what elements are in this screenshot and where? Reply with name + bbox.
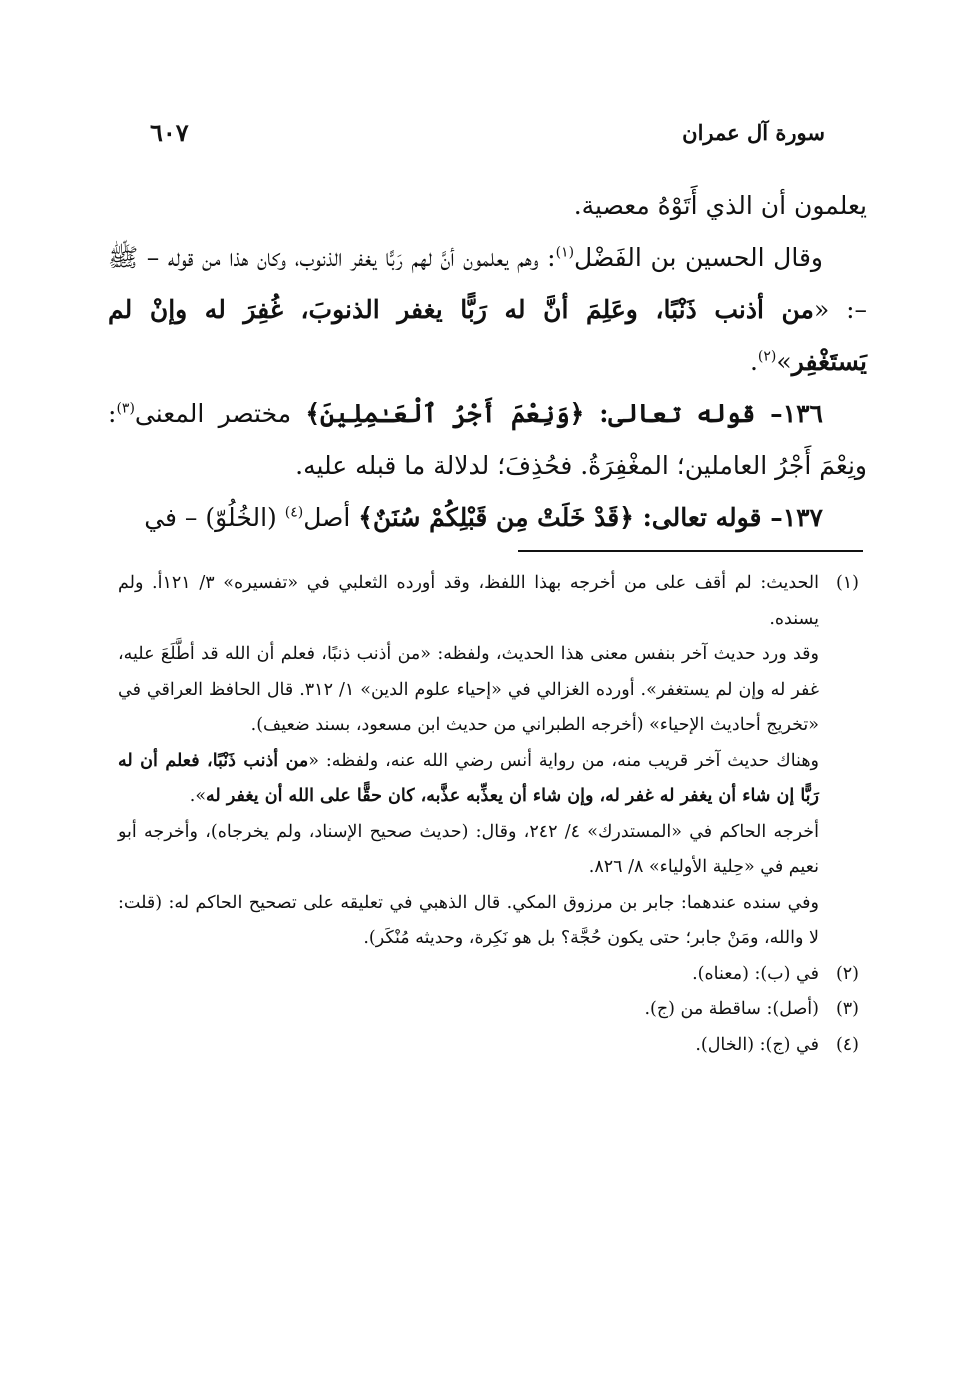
verse-number-137: ١٣٧– قوله تعالى: (633, 503, 823, 532)
paragraph-3: ١٣٦– قوله تعالى: ﴿وَنِعْمَ أَجْرُ ٱلْعَـٰمِلِينَ﴾ مختصر المعنى$^{(٣)}$: ونِعْمَ أَجْرُ العاملين؛ المغْفِرَةُ. فحُذِفَ؛ لدلالة ما قبله عليه. (108, 399, 867, 480)
footnote-number: (٤) (835, 1034, 859, 1055)
footnotes (118, 566, 859, 1063)
quran-quote-136: ﴿وَنِعْمَ أَجْرُ ٱلْعَـٰمِلِينَ﴾ (305, 399, 585, 428)
footnote-1: (١) الحديث: لم أقف على من أخرجه بهذا اللفظ، وقد أورده الثعلبي في «تفسيره» ٣/ ١٢١أ. ولم يسنده. وقد ورد حديث آخر بنفس معنى هذا الحديث، ولفظه: «من أذنب ذنبًا، فعلم أن الله قد أطَّلَعَ عليه، غفر له وإن لم يستغفر». أورده الغزالي في «إحياء علوم الدين» ١/ ٣١٢. قال الحافظ العراقي في «تخريج أحاديث الإحياء» (أخرجه الطبراني من حديث ابن مسعود، بسند ضعيف). وهناك حديث آخر قريب منه، من رواية أنس رضي الله عنه، ولفظه: «من أذنب ذَنْبًا، فعلم أن له رَبًّا إن شاء أن يغفر له غفر له، وإن شاء أن يعذِّبه عذَّبه، كان حقًّا على الله أن يغفر له». أخرجه الحاكم في «المستدرك» ٤/ ٢٤٢، وقال: (حديث صحيح الإسناد، ولم يخرجاه)، وأخرجه أبو نعيم في «حِلية الأولياء» ٨/ ٨٢٦. وفي سنده عندهما: جابر بن مرزوق المكي. قال الذهبي في تعليقه على تصحيح الحاكم له: (قلت: لا والله، ومَنْ جابر؛ حتى يكون حُجَّة؟ بل هو نَكِرة، وحديثه مُنْكَر). (118, 566, 859, 957)
hadith-quote: من أذنب ذَنْبًا، وعَلِمَ أنَّ له رَبًّا يغفر الذنوبَ، غُفِرَ له وإنْ لم يَستَغْفِر (108, 295, 867, 376)
footnote-ref-1: (١) (555, 244, 575, 261)
footnote-number: (٢) (835, 963, 859, 984)
paragraph-2: وقال الحسين بن الفَضْل$^{(١)}$: وهم يعلمون أنَّ لهم رَبًّا يغفر الذنوب، وكان هذا من قوله – ﷺ –: «من أذنب ذَنْبًا، وعَلِمَ أنَّ له رَبًّا يغفر الذنوبَ، غُفِرَ له وإنْ لم يَستَغْفِر»$^{(٢)}$. (108, 243, 867, 376)
footnote-number: (٣) (835, 999, 859, 1019)
footnote-ref-3: (٣) (116, 400, 135, 417)
running-title: سورة آل عمران (682, 119, 825, 145)
footnote-separator (518, 550, 863, 552)
page-number: ٦٠٧ (150, 117, 189, 147)
footnote-3: (٣) (أصل): ساقطة من (ج). (118, 992, 859, 1028)
footnote-number: (١) (835, 573, 859, 593)
footnote-4: (٤) في (ج): (الخال). (118, 1028, 859, 1064)
footnote-ref-4: (٤) (284, 504, 304, 521)
paragraph-4: ١٣٧– قوله تعالى: ﴿قَدْ خَلَتْ مِن قَبْلِكُمْ سُنَنٌ﴾ أصل$^{(٤)}$ (الخُلُوّ) – في (144, 503, 823, 532)
footnote-ref-2: (٢) (757, 348, 777, 365)
page-header (150, 112, 825, 152)
paragraph-1: يعلمون أن الذي أَتَوْهُ معصية. (573, 191, 867, 220)
quran-quote-137: ﴿قَدْ خَلَتْ مِن قَبْلِكُمْ سُنَنٌ﴾ (358, 503, 634, 532)
footnote-2: (٢) في (ب): (معناه). (118, 957, 859, 993)
main-text (108, 180, 867, 544)
verse-number-136: ١٣٦– قوله تعالى: (584, 399, 823, 428)
